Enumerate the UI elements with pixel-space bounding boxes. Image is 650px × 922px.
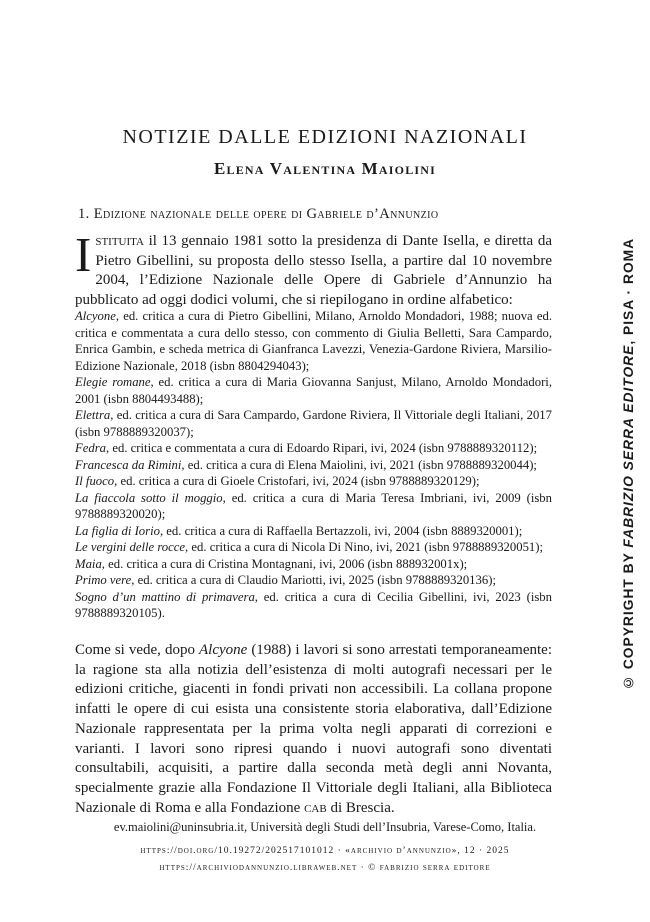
author-name: Elena Valentina Maiolini bbox=[213, 159, 437, 178]
bibliography-entry bbox=[75, 440, 552, 457]
section-heading: 1. Edizione nazionale delle opere di Gabriele d’Annunzio bbox=[78, 206, 439, 222]
work-details: , ed. critica a cura di Maria Giovanna Sanjust, Milano, Arnoldo Mondadori, 2001 (isbn 8804493488); bbox=[75, 375, 552, 406]
bibliography-entry bbox=[75, 523, 552, 540]
intro-paragraph bbox=[75, 227, 552, 311]
bibliography-list bbox=[75, 308, 552, 622]
page-title: NOTIZIE DALLE EDIZIONI NAZIONALI bbox=[122, 126, 528, 148]
work-title: Francesca da Rimini bbox=[75, 457, 182, 472]
work-details: , ed. critica a cura di Sara Campardo, Gardone Riviera, Il Vittoriale degli Italiani, 2017 (isbn 9788889320037); bbox=[75, 408, 552, 439]
work-details: , ed. critica a cura di Gioele Cristofari, ivi, 2024 (isbn 9788889320129); bbox=[114, 474, 480, 488]
bibliography-entry bbox=[75, 556, 552, 573]
work-title: Elegie romane bbox=[75, 375, 151, 389]
work-details: , ed. critica a cura di Pietro Gibellini, Milano, Arnoldo Mondadori, 1988; nuova ed. critica e commentata a cura dello stesso, con commento di Giulia Belletti, Sara Campardo, Enrica Gambin, e scheda metrica di Gianfranca Lavezzi, Venezia-Gardone Riviera, Marsilio-Edizione Nazionale, 2018 (isbn 8804294043); bbox=[75, 309, 552, 373]
running-footer-doi: https://doi.org/10.19272/202517101012 · «archivio d’annunzio», 12 · 2025 bbox=[140, 846, 510, 856]
author-affiliation: ev.maiolini@uninsubria.it, Università degli Studi dell’Insubria, Varese-Como, Italia. bbox=[113, 820, 537, 834]
work-title: Sogno d’un mattino di primavera bbox=[75, 589, 255, 604]
work-details: , ed. critica a cura di Claudio Mariotti, ivi, 2025 (isbn 9788889320136); bbox=[131, 573, 496, 587]
work-details: , ed. critica a cura di Elena Maiolini, ivi, 2021 (isbn 9788889320044); bbox=[181, 457, 537, 472]
body-text: Come si vede, dopo bbox=[75, 642, 199, 658]
work-details: , ed. critica a cura di Maria Teresa Imbriani, ivi, 2009 (isbn 9788889320020); bbox=[75, 490, 552, 521]
body-paragraph bbox=[75, 641, 552, 818]
copyright-publisher: FABRIZIO SERRA EDITORE bbox=[621, 344, 636, 548]
body-text: di Brescia. bbox=[326, 799, 395, 816]
copyright-suffix: , PISA · ROMA bbox=[621, 237, 636, 345]
work-title: Maia bbox=[75, 556, 102, 571]
bibliography-entry bbox=[75, 490, 552, 523]
intro-lead-word: stituita bbox=[95, 233, 144, 249]
work-title: La fiaccola sotto il moggio bbox=[75, 490, 223, 505]
bibliography-entry bbox=[75, 589, 552, 622]
work-title: Il fuoco bbox=[75, 474, 115, 488]
bibliography-entry bbox=[75, 457, 552, 474]
work-title: Elettra bbox=[75, 408, 111, 422]
work-title: Fedra bbox=[75, 441, 107, 455]
bibliography-entry bbox=[75, 473, 552, 490]
work-details: , ed. critica a cura di Raffaella Bertazzoli, ivi, 2004 (isbn 8889320001); bbox=[159, 523, 523, 538]
work-details: , ed. critica a cura di Nicola Di Nino, ivi, 2021 (isbn 9788889320051); bbox=[185, 540, 544, 554]
work-details: , ed. critica a cura di Cecilia Gibellini, ivi, 2023 (isbn 9788889320105). bbox=[75, 589, 552, 620]
copyright-notice bbox=[617, 237, 641, 690]
bibliography-entry bbox=[75, 407, 552, 440]
bibliography-entry bbox=[75, 572, 552, 589]
work-details: , ed. critica e commentata a cura di Edoardo Ripari, ivi, 2024 (isbn 9788889320112); bbox=[106, 441, 538, 455]
intro-text: il 13 gennaio 1981 sotto la presidenza di Dante Isella, e diretta da Pietro Gibellini, su proposta dello stesso Isella, a partire dal 10 novembre 2004, l’Edizione Nazionale delle Opere di Gabriele d’Annunzio ha pubblicato ad oggi dodici volumi, che si riepilogano in ordine alfabetico: bbox=[75, 233, 552, 309]
bibliography-entry bbox=[75, 539, 552, 556]
work-title: Alcyone bbox=[75, 309, 116, 323]
copyright-prefix: © COPYRIGHT BY bbox=[621, 547, 636, 690]
work-title: Primo vere bbox=[75, 573, 132, 587]
running-footer-url: https://archiviodannunzio.libraweb.net · © fabrizio serra editore bbox=[159, 863, 491, 873]
foundation-acronym: cab bbox=[304, 799, 327, 816]
work-title: Alcyone bbox=[198, 642, 248, 658]
work-title: Le vergini delle rocce bbox=[75, 540, 186, 554]
bibliography-entry bbox=[75, 308, 552, 374]
work-title: La figlia di Iorio bbox=[75, 523, 160, 538]
body-text: (1988) i lavori si sono arrestati temporaneamente: la ragione sta alla notizia dell’esistenza di molti autografi necessari per le edizioni critiche, giacenti in fondi privati non accessibili. La collana propone infatti le opere di cui esista una consistente storia elaborativa, dall’Edizione Nazionale rappresentata per la prima volta negli apparati di correzioni e varianti. I lavori sono ripresi quando i nuovi autografi sono diventati consultabili, acquisiti, a partire dalla seconda metà degli anni Novanta, specialmente grazie alla Fondazione Il Vittoriale degli Italiani, alla Biblioteca Nazionale di Roma e alla Fondazione bbox=[75, 642, 552, 816]
drop-cap: I bbox=[75, 227, 92, 282]
bibliography-entry bbox=[75, 374, 552, 407]
work-details: , ed. critica a cura di Cristina Montagnani, ivi, 2006 (isbn 888932001x); bbox=[101, 556, 468, 571]
